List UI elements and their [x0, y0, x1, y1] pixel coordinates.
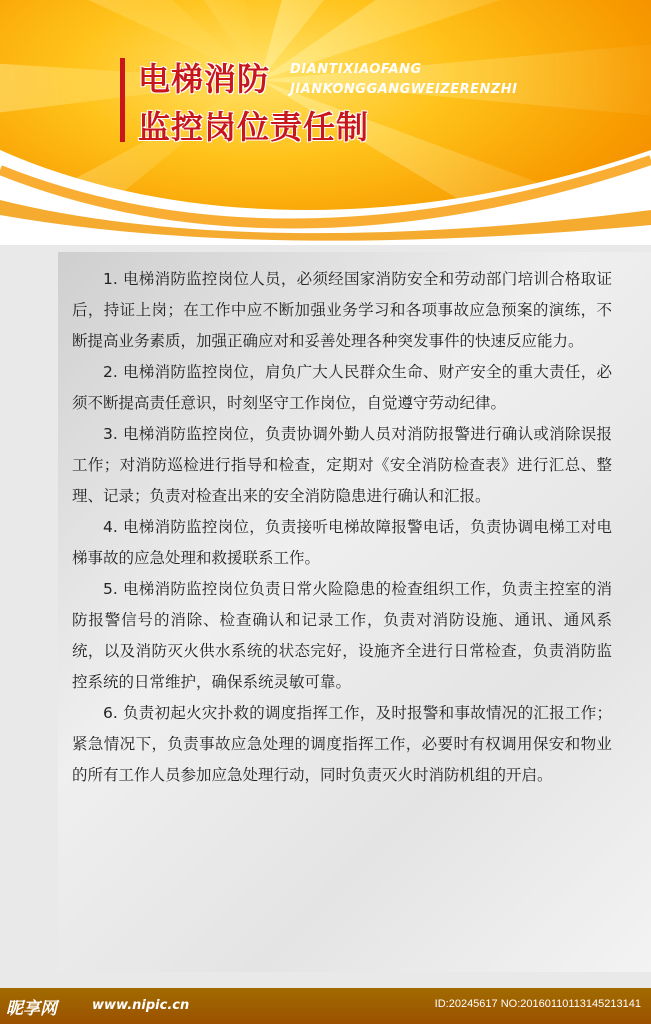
responsibility-item-5: 5. 电梯消防监控岗位负责日常火险隐患的检查组织工作，负责主控室的消防报警信号的消除、检查确认和记录工作，负责对消防设施、通讯、通风系统，以及消防灭火供水系统的状态完好，设施齐全进行日常检查，负责消防监控系统的日常维护，确保系统灵敏可靠。	[72, 580, 612, 691]
responsibility-item-1: 1. 电梯消防监控岗位人员，必须经国家消防安全和劳动部门培训合格取证后，持证上岗；在工作中应不断加强业务学习和各项事故应急预案的演练，不断提高业务素质，加强正确应对和妥善处理各种突发事件的快速反应能力。	[72, 270, 612, 350]
responsibility-item-6: 6. 负责初起火灾扑救的调度指挥工作，及时报警和事故情况的汇报工作；紧急情况下，负责事故应急处理的调度指挥工作，必要时有权调用保安和物业的所有工作人员参加应急处理行动，同时负责灭火时消防机组的开启。	[72, 704, 612, 784]
english-title-line-2: JIANKONGGANGWEIZERENZHI	[290, 82, 518, 97]
watermark-id: ID:20245617 NO:20160110113145213141	[434, 998, 641, 1010]
responsibility-item-3: 3. 电梯消防监控岗位，负责协调外勤人员对消防报警进行确认或消除误报工作；对消防巡检进行指导和检查，定期对《安全消防检查表》进行汇总、整理、记录；负责对检查出来的安全消防隐患进行确认和汇报。	[72, 425, 612, 505]
watermark-site: www.nipic.cn	[92, 998, 190, 1013]
responsibility-item-4: 4. 电梯消防监控岗位，负责接听电梯故障报警电话，负责协调电梯工对电梯事故的应急处理和救援联系工作。	[72, 518, 612, 567]
title-line-1: 电梯消防	[138, 60, 271, 98]
title-accent-bar	[120, 58, 125, 142]
watermark-logo: 昵享网	[6, 999, 57, 1019]
responsibility-list	[72, 264, 612, 791]
title-line-2: 监控岗位责任制	[138, 108, 370, 146]
english-title-line-1: DIANTIXIAOFANG	[290, 62, 422, 77]
responsibility-item-2: 2. 电梯消防监控岗位，肩负广大人民群众生命、财产安全的重大责任，必须不断提高责任意识，时刻坚守工作岗位，自觉遵守劳动纪律。	[72, 363, 612, 412]
